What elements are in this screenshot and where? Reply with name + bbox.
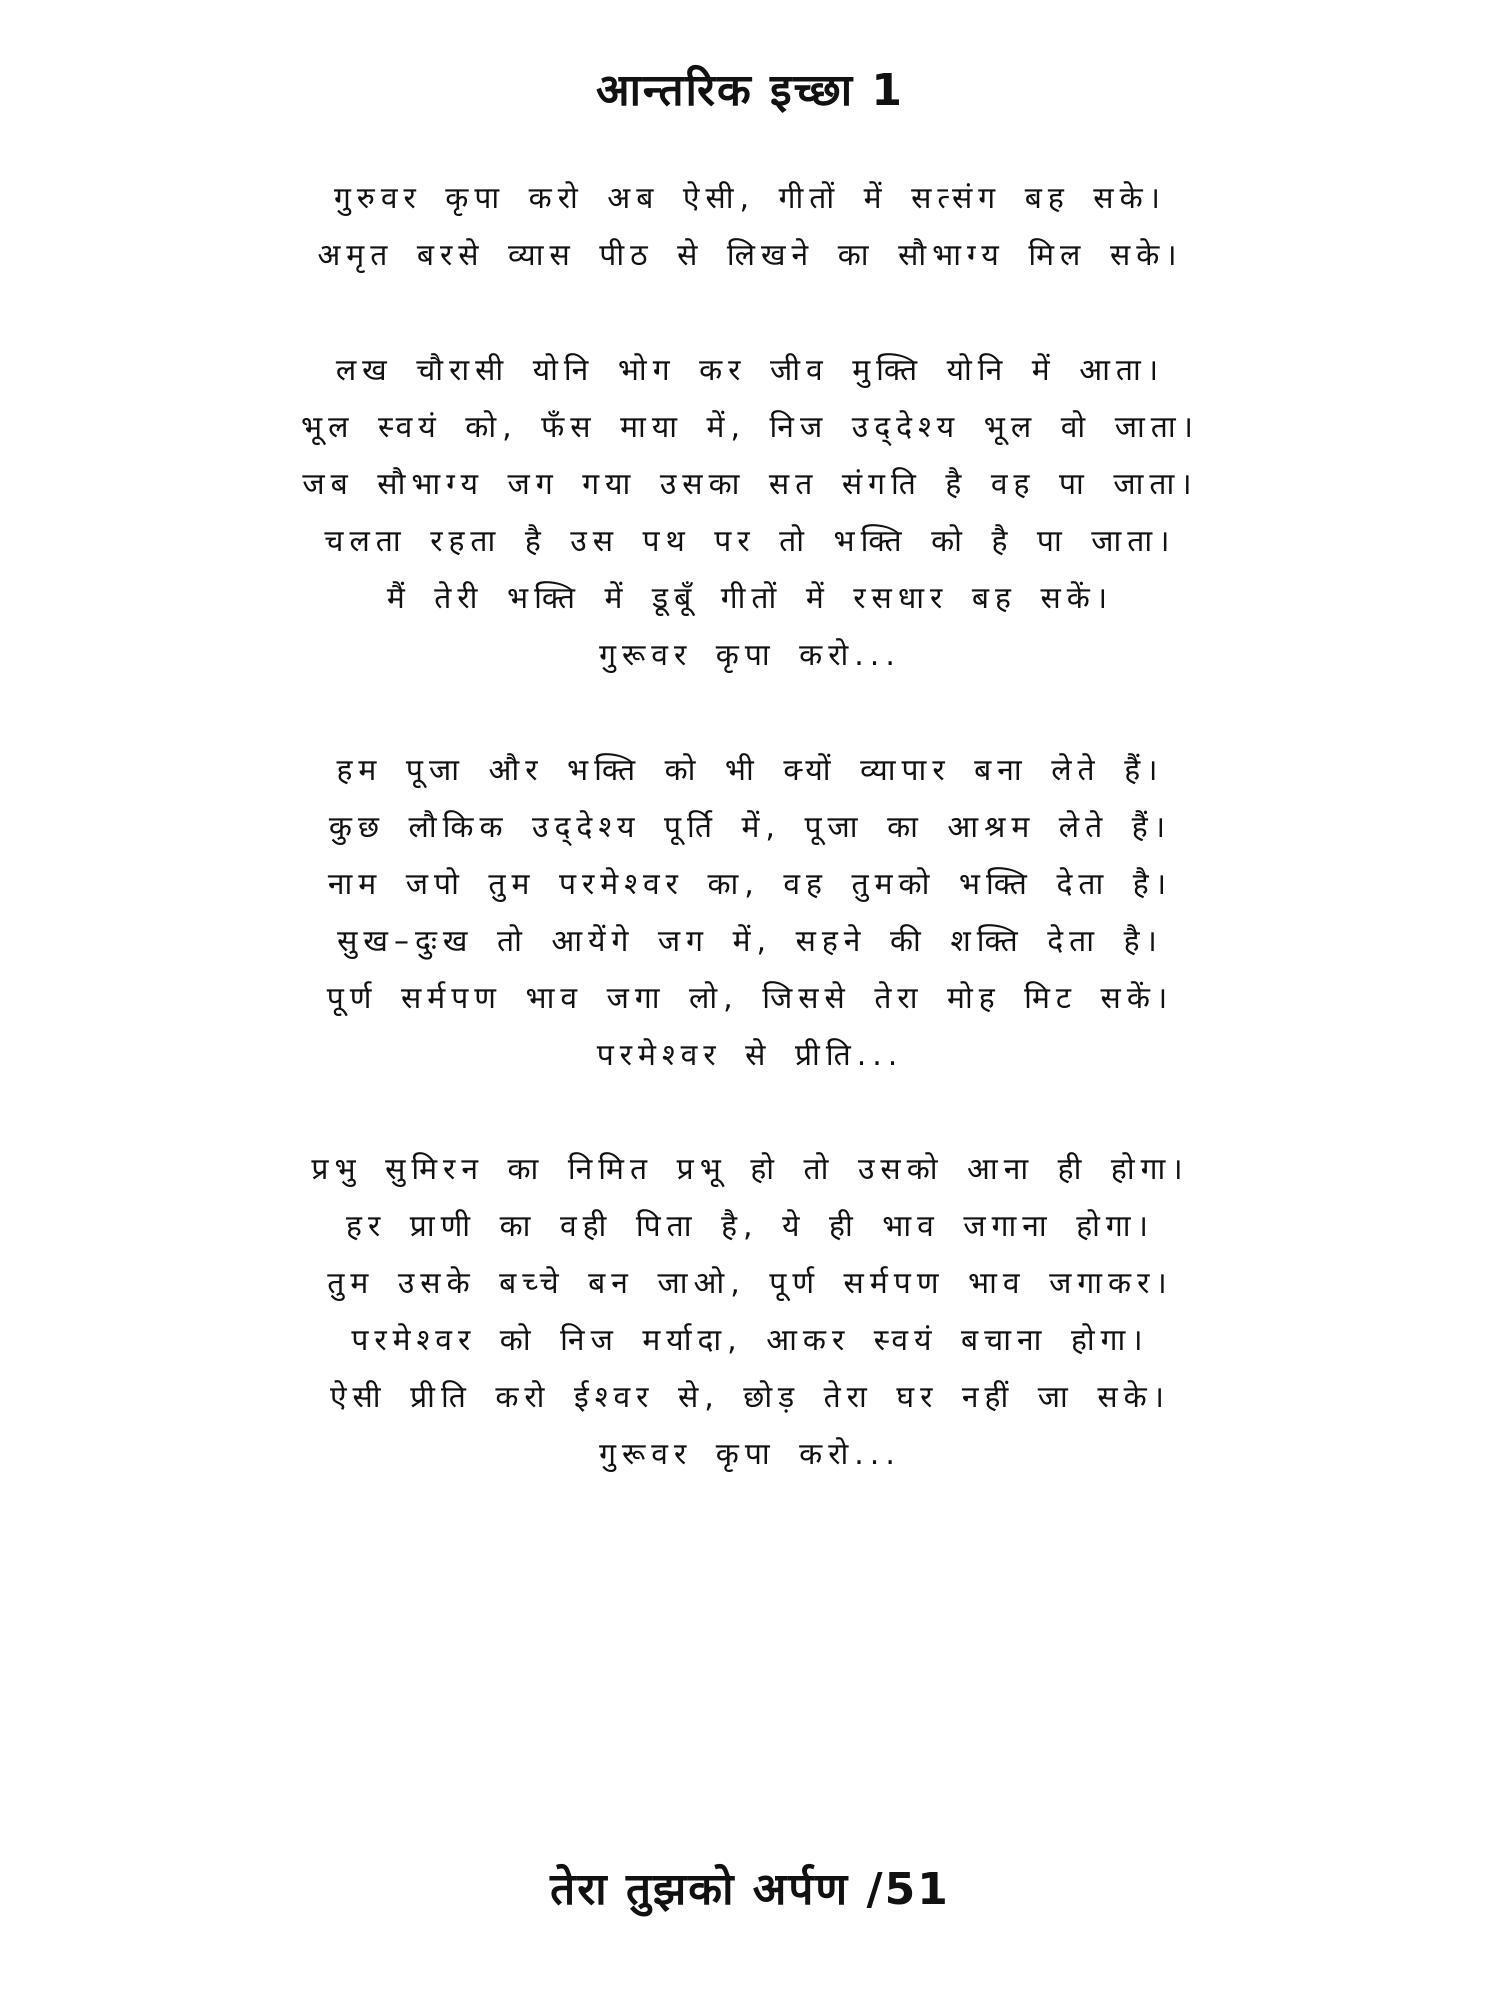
poem-line: सुख–दुःख तो आयेंगे जग में, सहने की शक्ति देता है। xyxy=(337,924,1163,959)
poem-line: परमेश्वर को निज मर्यादा, आकर स्वयं बचाना होगा। xyxy=(351,1323,1149,1358)
poem-line: जब सौभाग्य जग गया उसका सत संगति है वह पा जाता। xyxy=(302,467,1198,502)
poem-line: हम पूजा और भक्ति को भी क्यों व्यापार बना लेते हैं। xyxy=(336,753,1164,788)
poem-line: चलता रहता है उस पथ पर तो भक्ति को है पा जाता। xyxy=(324,524,1176,559)
poem-line: ऐसी प्रीति करो ईश्वर से, छोड़ तेरा घर नहीं जा सके। xyxy=(329,1380,1171,1415)
poem-line: मैं तेरी भक्ति में डूबूँ गीतों में रसधार बह सकें। xyxy=(386,581,1114,616)
poem-line: पूर्ण सर्मपण भाव जगा लो, जिससे तेरा मोह मिट सकें। xyxy=(326,981,1174,1016)
refrain-line: परमेश्वर से प्रीति... xyxy=(596,1038,904,1073)
poem-title: आन्तरिक इच्छा 1 xyxy=(595,65,905,116)
poem-line: हर प्राणी का वही पिता है, ये ही भाव जगाना होगा। xyxy=(346,1209,1154,1244)
poem-line: कुछ लौकिक उद्‌देश्य पूर्ति में, पूजा का आश्रम लेते हैं। xyxy=(328,810,1172,845)
poem-line: गुरुवर कृपा करो अब ऐसी, गीतों में सत्संग बह सके। xyxy=(333,181,1166,216)
poem-line: तुम उसके बच्चे बन जाओ, पूर्ण सर्मपण भाव जगाकर। xyxy=(327,1266,1173,1301)
stanza-4 xyxy=(0,1141,1500,1483)
poem-line: प्रभु सुमिरन का निमित प्रभू हो तो उसको आना ही होगा। xyxy=(311,1152,1189,1187)
page-footer: तेरा तुझको अर्पण /51 xyxy=(550,1864,950,1915)
stanza-3 xyxy=(0,742,1500,1084)
refrain-line: गुरूवर कृपा करो... xyxy=(599,1437,901,1472)
poem-line: नाम जपो तुम परमेश्वर का, वह तुमको भक्ति देता है। xyxy=(327,867,1173,902)
refrain-line: गुरूवर कृपा करो... xyxy=(599,638,901,673)
poem-line: लख चौरासी योनि भोग कर जीव मुक्ति योनि में आता। xyxy=(335,353,1165,388)
stanza-2 xyxy=(0,342,1500,684)
stanza-1 xyxy=(0,170,1500,284)
poem-line: अमृत बरसे व्यास पीठ से लिखने का सौभाग्य मिल सके। xyxy=(317,238,1183,273)
poem-line: भूल स्वयं को, फँस माया में, निज उद्‌देश्य भूल वो जाता। xyxy=(301,410,1199,445)
